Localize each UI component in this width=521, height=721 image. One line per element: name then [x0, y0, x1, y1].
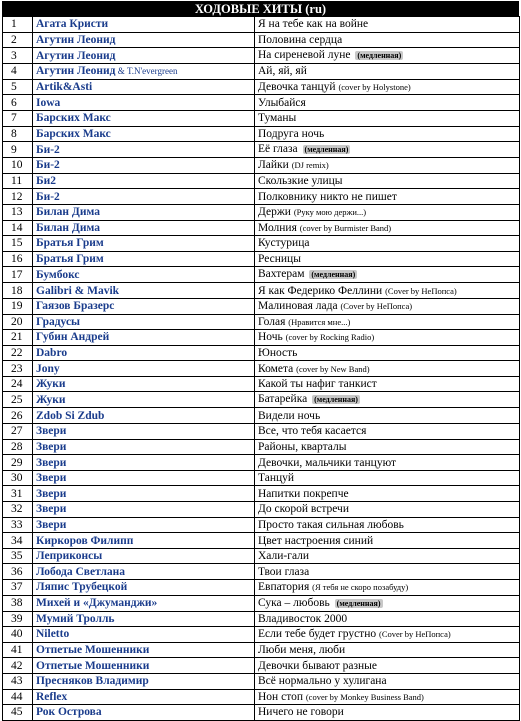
artist-name: Агутин Леонид	[36, 49, 116, 62]
artist-cell	[33, 689, 255, 705]
table-row	[3, 345, 520, 361]
slow-badge-label: медленная	[316, 395, 356, 405]
table-row	[3, 564, 520, 580]
slow-badge: (медленная)	[311, 270, 356, 280]
artist-cell	[33, 17, 255, 33]
song-title: Всё нормально у хулигана	[258, 675, 387, 688]
song-title: Малиновая лада	[258, 300, 338, 313]
table-row	[3, 439, 520, 455]
row-number: 41	[3, 642, 33, 658]
song-cell	[255, 673, 520, 689]
artist-name: Пресняков Владимир	[36, 675, 149, 688]
song-title: Лайки	[258, 159, 289, 172]
row-number: 13	[3, 204, 33, 220]
artist-name: Гаязов Бразерс	[36, 300, 115, 313]
song-note: (DJ remix)	[291, 160, 329, 171]
song-title: Вахтерам	[258, 268, 305, 281]
row-number: 16	[3, 251, 33, 267]
song-title: Владивосток 2000	[258, 612, 348, 625]
song-title: Девочки, мальчики танцуют	[258, 456, 397, 469]
table-row	[3, 642, 520, 658]
table-row	[3, 517, 520, 533]
song-cell	[255, 611, 520, 627]
artist-cell	[33, 220, 255, 236]
table-row	[3, 251, 520, 267]
table-row	[3, 283, 520, 299]
row-number: 36	[3, 564, 33, 580]
table-row	[3, 220, 520, 236]
artist-name: Бумбокс	[36, 268, 80, 281]
row-number: 18	[3, 283, 33, 299]
song-cell	[255, 408, 520, 424]
song-cell	[255, 533, 520, 549]
row-number: 14	[3, 220, 33, 236]
artist-name: Билан Дима	[36, 221, 100, 234]
artist-cell	[33, 79, 255, 95]
song-cell	[255, 48, 520, 64]
artist-cell	[33, 376, 255, 392]
song-cell	[255, 361, 520, 377]
song-cell	[255, 189, 520, 205]
song-cell	[255, 705, 520, 721]
song-title: Какой ты нафиг танкист	[258, 378, 377, 391]
table-row	[3, 611, 520, 627]
song-title: Видели ночь	[258, 409, 321, 422]
song-cell	[255, 314, 520, 330]
row-number: 30	[3, 470, 33, 486]
row-number: 29	[3, 455, 33, 471]
table-row	[3, 158, 520, 174]
song-title: Голая	[258, 315, 286, 328]
row-number: 45	[3, 705, 33, 721]
artist-cell	[33, 470, 255, 486]
row-number: 9	[3, 142, 33, 158]
song-title: Я как Федерико Феллини	[258, 284, 383, 297]
artist-cell	[33, 580, 255, 596]
table-row	[3, 486, 520, 502]
row-number: 39	[3, 611, 33, 627]
song-cell	[255, 470, 520, 486]
row-number: 37	[3, 580, 33, 596]
song-cell	[255, 392, 520, 408]
artist-cell	[33, 345, 255, 361]
artist-name: Киркоров Филипп	[36, 534, 134, 547]
table-row	[3, 298, 520, 314]
artist-name: Отпетые Мошенники	[36, 659, 150, 672]
artist-cell	[33, 548, 255, 564]
song-title: Половина сердца	[258, 33, 343, 46]
table-row	[3, 361, 520, 377]
slow-badge: (медленная)	[304, 145, 349, 155]
artist-cell	[33, 517, 255, 533]
song-title: Ничего не говори	[258, 706, 344, 719]
row-number: 5	[3, 79, 33, 95]
artist-cell	[33, 486, 255, 502]
row-number: 3	[3, 48, 33, 64]
table-row	[3, 95, 520, 111]
songs-table-body	[3, 17, 520, 721]
row-number: 2	[3, 32, 33, 48]
table-row	[3, 580, 520, 596]
artist-name: Рок Острова	[36, 706, 102, 719]
artist-name: Dabro	[36, 346, 68, 359]
artist-name: Барских Макс	[36, 127, 111, 140]
artist-cell	[33, 408, 255, 424]
artist-cell	[33, 705, 255, 721]
row-number: 21	[3, 330, 33, 346]
song-note: (Cover by НеПопса)	[340, 301, 413, 312]
slow-badge: (медленная)	[336, 598, 381, 608]
song-title: Просто такая сильная любовь	[258, 518, 404, 531]
song-cell	[255, 236, 520, 252]
artist-cell	[33, 267, 255, 283]
table-row	[3, 110, 520, 126]
artist-name: Михей и «Джуманджи»	[36, 597, 158, 610]
row-number: 8	[3, 126, 33, 142]
table-row	[3, 470, 520, 486]
song-cell	[255, 126, 520, 142]
song-title: Юность	[258, 346, 298, 359]
artist-name: Galibri & Mavik	[36, 284, 120, 297]
row-number: 35	[3, 548, 33, 564]
table-row	[3, 204, 520, 220]
table-row	[3, 64, 520, 80]
artist-name: Звери	[36, 425, 67, 438]
artist-name: Отпетые Мошенники	[36, 644, 150, 657]
song-cell	[255, 32, 520, 48]
song-title: Сука – любовь	[258, 596, 330, 609]
artist-cell	[33, 64, 255, 80]
row-number: 43	[3, 673, 33, 689]
song-cell	[255, 486, 520, 502]
artist-name: Звери	[36, 518, 67, 531]
artist-cell	[33, 95, 255, 111]
artist-name: Билан Дима	[36, 206, 100, 219]
song-title: Молния	[258, 221, 297, 234]
artist-cell	[33, 658, 255, 674]
song-cell	[255, 376, 520, 392]
artist-name: Градусы	[36, 315, 81, 328]
song-note: (cover by Holystone)	[338, 82, 411, 93]
song-title: Улыбайся	[258, 96, 306, 109]
artist-name: Барских Макс	[36, 112, 111, 125]
artist-name: Iowa	[36, 96, 61, 109]
artist-cell	[33, 611, 255, 627]
table-row	[3, 267, 520, 283]
row-number: 33	[3, 517, 33, 533]
song-cell	[255, 564, 520, 580]
song-cell	[255, 283, 520, 299]
artist-name: Звери	[36, 503, 67, 516]
row-number: 28	[3, 439, 33, 455]
artist-cell	[33, 673, 255, 689]
table-row	[3, 392, 520, 408]
song-cell	[255, 79, 520, 95]
table-row	[3, 689, 520, 705]
song-title: Люби меня, люби	[258, 644, 346, 657]
row-number: 19	[3, 298, 33, 314]
song-title: Скользкие улицы	[258, 175, 343, 188]
song-title: Напитки покрепче	[258, 487, 349, 500]
row-number: 26	[3, 408, 33, 424]
song-title: Кустурица	[258, 237, 310, 250]
artist-name: Звери	[36, 472, 67, 485]
table-row	[3, 32, 520, 48]
row-number: 40	[3, 627, 33, 643]
song-note: (Руку мою держи...)	[293, 207, 367, 218]
song-title: Батарейка	[258, 393, 308, 406]
row-number: 1	[3, 17, 33, 33]
table-row	[3, 502, 520, 518]
row-number: 7	[3, 110, 33, 126]
artist-cell	[33, 439, 255, 455]
artist-cell	[33, 236, 255, 252]
artist-name: Лобода Светлана	[36, 565, 126, 578]
artist-cell	[33, 298, 255, 314]
artist-extra: & T.N'evergreen	[115, 66, 178, 77]
artist-name: Ляпис Трубецкой	[36, 581, 128, 594]
artist-name: Звери	[36, 487, 67, 500]
artist-name: Агата Кристи	[36, 18, 109, 31]
song-note: (cover by Monkey Business Band)	[305, 691, 424, 702]
artist-cell	[33, 189, 255, 205]
artist-name: Жуки	[36, 378, 66, 391]
table-row	[3, 627, 520, 643]
artist-cell	[33, 361, 255, 377]
song-cell	[255, 517, 520, 533]
artist-name: Мумий Тролль	[36, 612, 115, 625]
song-title: Я на тебе как на войне	[258, 18, 369, 31]
song-title: Ночь	[258, 331, 283, 344]
song-title: Районы, кварталы	[258, 440, 347, 453]
song-note: (Cover by НеПопса)	[385, 285, 457, 296]
song-cell	[255, 267, 520, 283]
artist-cell	[33, 330, 255, 346]
artist-name: Би-2	[36, 143, 60, 156]
table-row	[3, 673, 520, 689]
song-note: (cover by Burmister Band)	[299, 222, 392, 233]
table-row	[3, 142, 520, 158]
artist-name: Artik&Asti	[36, 81, 93, 94]
song-note: (cover by Rocking Radio)	[285, 332, 375, 343]
table-row	[3, 48, 520, 64]
slow-badge-label: медленная	[339, 598, 378, 608]
row-number: 23	[3, 361, 33, 377]
row-number: 44	[3, 689, 33, 705]
artist-cell	[33, 627, 255, 643]
artist-name: Губин Андрей	[36, 331, 110, 344]
artist-cell	[33, 142, 255, 158]
song-cell	[255, 64, 520, 80]
table-row	[3, 705, 520, 721]
artist-cell	[33, 595, 255, 611]
row-number: 24	[3, 376, 33, 392]
table-row	[3, 408, 520, 424]
row-number: 27	[3, 424, 33, 440]
song-cell	[255, 220, 520, 236]
artist-cell	[33, 204, 255, 220]
song-cell	[255, 17, 520, 33]
row-number: 32	[3, 502, 33, 518]
song-cell	[255, 455, 520, 471]
artist-name: Звери	[36, 440, 67, 453]
artist-cell	[33, 173, 255, 189]
row-number: 10	[3, 158, 33, 174]
table-row	[3, 595, 520, 611]
song-title: Девочка танцуй	[258, 81, 336, 94]
song-title: Цвет настроения синий	[258, 534, 374, 547]
song-cell	[255, 424, 520, 440]
row-number: 6	[3, 95, 33, 111]
table-row	[3, 126, 520, 142]
song-title: Туманы	[258, 112, 297, 125]
song-title: Хали-гали	[258, 550, 310, 563]
slow-badge-label: медленная	[307, 145, 346, 155]
table-row	[3, 173, 520, 189]
song-cell	[255, 298, 520, 314]
row-number: 42	[3, 658, 33, 674]
song-title: Твои глаза	[258, 565, 310, 578]
artist-name: Агутин Леонид	[36, 33, 116, 46]
song-cell	[255, 345, 520, 361]
artist-name: Братья Грим	[36, 253, 104, 266]
row-number: 38	[3, 595, 33, 611]
artist-cell	[33, 642, 255, 658]
row-number: 31	[3, 486, 33, 502]
row-number: 34	[3, 533, 33, 549]
song-title: Если тебе будет грустно	[258, 628, 377, 641]
artist-name: Агутин Леонид	[36, 65, 116, 78]
table-row	[3, 17, 520, 33]
artist-cell	[33, 251, 255, 267]
song-title: Полковнику никто не пишет	[258, 190, 397, 203]
song-note: (Я тебя не скоро позабуду)	[312, 582, 409, 593]
song-title: Комета	[258, 362, 294, 375]
song-cell	[255, 439, 520, 455]
artist-cell	[33, 392, 255, 408]
song-cell	[255, 627, 520, 643]
song-cell	[255, 548, 520, 564]
table-row	[3, 236, 520, 252]
table-row	[3, 548, 520, 564]
artist-cell	[33, 126, 255, 142]
artist-name: Би-2	[36, 190, 60, 203]
table-row	[3, 658, 520, 674]
song-cell	[255, 580, 520, 596]
artist-name: Reflex	[36, 690, 68, 703]
artist-cell	[33, 564, 255, 580]
table-row	[3, 533, 520, 549]
song-title: На сиреневой луне	[258, 49, 351, 62]
song-cell	[255, 658, 520, 674]
song-title: Танцуй	[258, 472, 295, 485]
row-number: 11	[3, 173, 33, 189]
table-row	[3, 189, 520, 205]
song-cell	[255, 158, 520, 174]
song-title: Нон стоп	[258, 690, 303, 703]
row-number: 15	[3, 236, 33, 252]
song-cell	[255, 173, 520, 189]
song-title: Ресницы	[258, 253, 301, 266]
artist-name: Жуки	[36, 393, 66, 406]
slow-badge: (медленная)	[357, 51, 402, 61]
table-row	[3, 424, 520, 440]
artist-cell	[33, 424, 255, 440]
row-number: 17	[3, 267, 33, 283]
slow-badge-label: медленная	[360, 51, 399, 61]
artist-name: Леприконсы	[36, 550, 103, 563]
song-title: До скорой встречи	[258, 503, 349, 516]
row-number: 22	[3, 345, 33, 361]
songs-table	[2, 16, 520, 721]
table-row	[3, 376, 520, 392]
song-cell	[255, 110, 520, 126]
song-title: Девочки бывают разные	[258, 659, 377, 672]
table-row	[3, 330, 520, 346]
song-cell	[255, 595, 520, 611]
artist-cell	[33, 32, 255, 48]
song-note: (cover by New Band)	[296, 363, 370, 374]
table-row	[3, 455, 520, 471]
artist-cell	[33, 314, 255, 330]
song-cell	[255, 95, 520, 111]
artist-name: Би2	[36, 175, 56, 188]
row-number: 25	[3, 392, 33, 408]
song-cell	[255, 204, 520, 220]
artist-name: Niletto	[36, 628, 70, 641]
artist-cell	[33, 110, 255, 126]
row-number: 4	[3, 64, 33, 80]
song-title: Евпатория	[258, 581, 310, 594]
artist-name: Братья Грим	[36, 237, 104, 250]
song-cell	[255, 502, 520, 518]
song-list-sheet	[2, 1, 519, 721]
slow-badge-label: медленная	[314, 270, 353, 280]
song-title: Все, что тебя касается	[258, 425, 367, 438]
song-title: Держи	[258, 206, 291, 219]
artist-cell	[33, 158, 255, 174]
artist-cell	[33, 48, 255, 64]
artist-name: Zdob Si Zdub	[36, 409, 105, 422]
sheet-title: ХОДОВЫЕ ХИТЫ (ru)	[2, 1, 519, 16]
song-title: Ай, яй, яй	[258, 65, 307, 78]
song-cell	[255, 142, 520, 158]
table-row	[3, 314, 520, 330]
slow-badge: (медленная)	[314, 395, 358, 405]
artist-cell	[33, 502, 255, 518]
song-title: Подруга ночь	[258, 127, 325, 140]
row-number: 20	[3, 314, 33, 330]
row-number: 12	[3, 189, 33, 205]
song-cell	[255, 251, 520, 267]
artist-name: Звери	[36, 456, 67, 469]
song-title: Её глаза	[258, 143, 298, 156]
artist-name: Jony	[36, 362, 60, 375]
artist-cell	[33, 283, 255, 299]
song-note: (Нравится мне...)	[288, 316, 351, 327]
song-cell	[255, 642, 520, 658]
song-cell	[255, 689, 520, 705]
artist-cell	[33, 455, 255, 471]
song-note: (Cover by НеПопса)	[378, 629, 451, 640]
song-cell	[255, 330, 520, 346]
table-row	[3, 79, 520, 95]
artist-name: Би-2	[36, 159, 60, 172]
artist-cell	[33, 533, 255, 549]
